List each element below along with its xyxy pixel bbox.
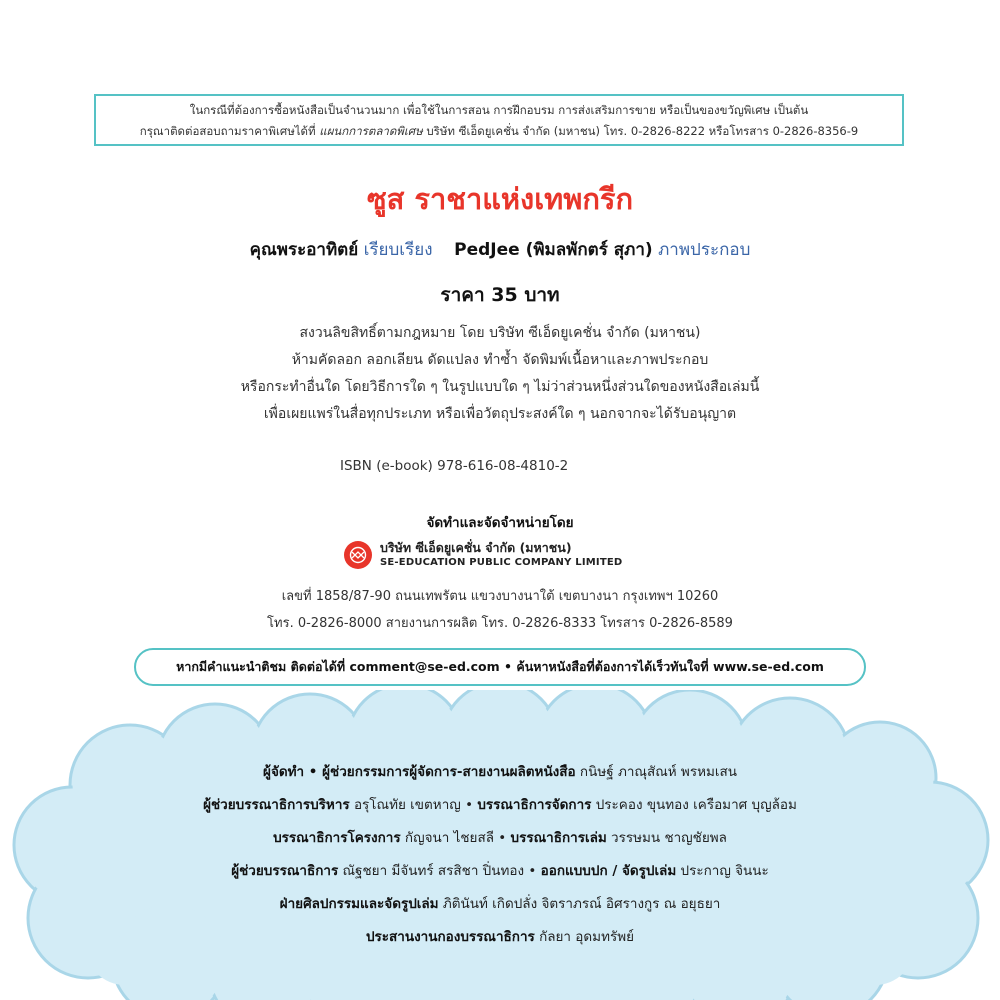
copyright-line: สงวนลิขสิทธิ์ตามกฎหมาย โดย บริษัท ซีเอ็ดยูเคชั่น จำกัด (มหาชน): [299, 325, 701, 341]
staff-role: บรรณาธิการเล่ม: [510, 830, 607, 846]
price: ราคา 35 บาท: [440, 284, 560, 306]
author-role: เรียบเรียง: [363, 240, 433, 260]
copyright-line: ห้ามคัดลอก ลอกเลียน ดัดแปลง ทำซ้ำ จัดพิมพ์เนื้อหาและภาพประกอบ: [291, 352, 709, 368]
staff-credits: [0, 756, 1000, 954]
produced-by-label: จัดทำและจัดจำหน่ายโดย: [426, 515, 574, 531]
staff-role: ฝ่ายศิลปกรรมและจัดรูปเล่ม: [279, 896, 439, 912]
publisher-address: [0, 583, 1000, 637]
staff-credit-line: [0, 888, 1000, 921]
address-line: เลขที่ 1858/87-90 ถนนเทพรัตน แขวงบางนาใต้ เขตบางนา กรุงเทพฯ 10260: [281, 589, 719, 604]
copyright-line: เพื่อเผยแพร่ในสื่อทุกประเภท หรือเพื่อวัตถุประสงค์ใด ๆ นอกจากจะได้รับอนุญาต: [263, 406, 737, 422]
staff-role: ผู้ช่วยบรรณาธิการ: [231, 863, 339, 879]
notice-line-1: ในกรณีที่ต้องการซื้อหนังสือเป็นจำนวนมาก เพื่อใช้ในการสอน การฝึกอบรม การส่งเสริมการขาย หรือเป็นของขวัญพิเศษ เป็นต้น: [189, 103, 809, 117]
copyright-notice: [0, 320, 1000, 428]
illustrator-role: ภาพประกอบ: [658, 240, 751, 260]
staff-names: อรุโณทัย เขตหาญ •: [349, 797, 478, 813]
special-marketing-dept: แผนกการตลาดพิเศษ: [319, 124, 423, 138]
staff-credit-line: [0, 921, 1000, 954]
staff-role: บรรณาธิการโครงการ: [273, 830, 401, 846]
staff-names: ประคอง ขุนทอง เครือมาศ บุญล้อม: [591, 797, 797, 813]
staff-names: ณัฐชยา มีจันทร์ สรสิชา ปิ่นทอง •: [338, 863, 541, 879]
staff-names: วรรษมน ชาญชัยพล: [606, 830, 727, 846]
book-title: ซูส ราชาแห่งเทพกรีก: [366, 182, 634, 216]
isbn: ISBN (e-book) 978-616-08-4810-2: [340, 458, 569, 474]
copyright-line: หรือกระทำอื่นใด โดยวิธีการใด ๆ ในรูปแบบใด ๆ ไม่ว่าส่วนหนึ่งส่วนใดของหนังสือเล่มนี้: [240, 379, 760, 395]
phone-line: โทร. 0-2826-8000 สายงานการผลิต โทร. 0-2826-8333 โทรสาร 0-2826-8589: [267, 616, 733, 631]
staff-role: ออกแบบปก / จัดรูปเล่ม: [540, 863, 677, 879]
staff-names: ภิตินันท์ เกิดปลั่ง จิตราภรณ์ อิศรางกูร ณ อยุธยา: [438, 896, 721, 912]
illustrator-name: PedJee (พิมลพักตร์ สุภา): [454, 240, 653, 260]
staff-names: กัญจนา ไชยสลี •: [400, 830, 511, 846]
staff-role: ผู้จัดทำ • ผู้ช่วยกรรมการผู้จัดการ-สายงานผลิตหนังสือ: [263, 764, 576, 780]
staff-role: ผู้ช่วยบรรณาธิการบริหาร: [203, 797, 350, 813]
publisher-name-english: SE-EDUCATION PUBLIC COMPANY LIMITED: [380, 557, 623, 568]
staff-names: ประกาญ จินนะ: [676, 863, 769, 879]
notice-line-2: [104, 121, 894, 142]
staff-role: ประสานงานกองบรรณาธิการ: [365, 929, 535, 945]
notice-line-2-lead: กรุณาติดต่อสอบถามราคาพิเศษได้ที่: [139, 124, 316, 138]
staff-credit-line: [0, 855, 1000, 888]
publisher-logo-icon: [344, 541, 372, 569]
staff-names: กัลยา อุดมทรัพย์: [534, 929, 635, 945]
staff-role: บรรณาธิการจัดการ: [477, 797, 592, 813]
notice-line-2-contact: บริษัท ซีเอ็ดยูเคชั่น จำกัด (มหาชน) โทร. 0-2826-8222 หรือโทรสาร 0-2826-8356-9: [426, 124, 859, 138]
publisher-name-thai: บริษัท ซีเอ็ดยูเคชั่น จำกัด (มหาชน): [380, 540, 572, 555]
bulk-purchase-notice: [94, 94, 904, 146]
staff-credit-line: [0, 756, 1000, 789]
staff-credit-line: [0, 789, 1000, 822]
publisher-block: [344, 538, 622, 572]
credits-line: [0, 236, 1000, 263]
contact-banner: หากมีคำแนะนำติชม ติดต่อได้ที่ comment@se-ed.com • ค้นหาหนังสือที่ต้องการได้เร็วทันใจที่ www.se-ed.com: [134, 648, 866, 686]
staff-names: กนิษฐ์ ภาณุสัณห์ พรหมเสน: [575, 764, 737, 780]
author-name: คุณพระอาทิตย์: [249, 240, 359, 260]
staff-credit-line: [0, 822, 1000, 855]
